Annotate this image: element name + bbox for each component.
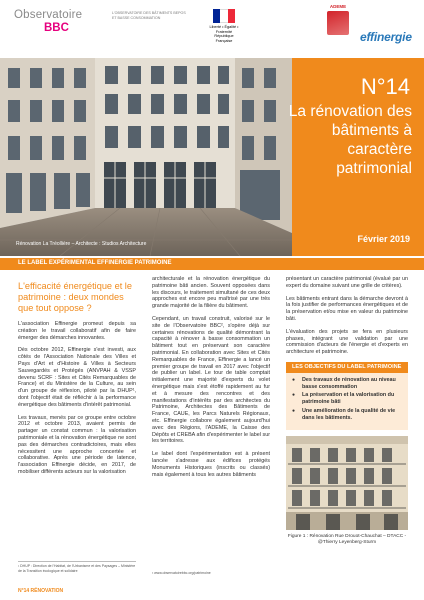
- rf-text: Liberté • Égalité • Fraternité République Française: [209, 25, 239, 43]
- footnote-url: ² www.observatoirebbc.org/patrimoine: [152, 571, 211, 575]
- objectives-list: [286, 373, 408, 422]
- page-header: [0, 0, 424, 58]
- effinergie-logo: effinergie: [360, 30, 412, 44]
- page-footer-label: N°14 RÉNOVATION: [18, 588, 64, 594]
- photo-caption: Rénovation La Tréollière – Architecte : Studios Architecture: [16, 241, 147, 247]
- paragraph: Le label dont l'expérimentation est à présent lancée s'adresse aux édifices protégés Monuments Historiques (inscrits ou classés) mais également à tous les autres bâtiments: [152, 451, 270, 478]
- french-flag-icon: [213, 9, 235, 23]
- article-title: L'efficacité énergétique et le patrimoine : deux mondes que tout oppose ?: [18, 281, 132, 313]
- column-3: [286, 276, 408, 546]
- ademe-text: ADEME: [329, 4, 347, 9]
- logo-bbc-text: BBC: [44, 22, 69, 34]
- column-2: [152, 276, 270, 484]
- objective-item: ● Une amélioration de la qualité de vie dans les bâtiments.: [292, 408, 404, 422]
- objective-item: ● Des travaux de rénovation au niveau basse consommation: [292, 377, 404, 391]
- paragraph: architecturale et la rénovation énergétique du patrimoine bâti ancien. Souvent opposées dans les discours, le traitement simultané de ces deux approches est encore peu maîtrisé par une très grande majorité de la filière du bâtiment.: [152, 276, 270, 310]
- issue-title: La rénovation des bâtiments à caractère patrimonial: [288, 103, 412, 177]
- building-courtyard-photo: [0, 58, 292, 256]
- column-1: [18, 281, 136, 482]
- section-band-label: LE LABEL EXPÉRIMENTAL EFFINERGIE PATRIMOINE: [18, 260, 172, 266]
- issue-number: N°14: [360, 74, 410, 99]
- paragraph: Dès octobre 2012, Effinergie s'est investi, aux côtés de l'Association Nationale des Villes et Pays d'Art et d'Histoire & Villes à Secteurs Sauvegardés et Protégés (ANVPAH & VSSP devenu SCRF : Sites et Cités Remarquables de France) et du Ministère de la Culture, au sein d'un groupe de réflexion, piloté par la DHUP¹, dont l'objectif était de réfléchir à la performance énergétique des bâtiments d'intérêt patrimonial.: [18, 347, 136, 408]
- facade-photo: [286, 436, 408, 530]
- figure-caption: Figure 1 : Rénovation Rue Drouot-Chauchat – DTACC - @Thierry Leyenberg-Sturm: [287, 534, 407, 546]
- hero-title-panel: [288, 58, 424, 256]
- logo-tagline: L'OBSERVATOIRE DES BÂTIMENTS BEPOS ET BASSE CONSOMMATION: [112, 11, 186, 20]
- objective-item: ● La préservation et la valorisation du patrimoine bâti: [292, 392, 404, 406]
- objectives-title: LES OBJECTIFS DU LABEL PATRIMOINE: [286, 362, 408, 373]
- paragraph: L'association Effinergie promeut depuis sa création le travail collaboratif afin de faire émerger des démarches innovantes.: [18, 321, 136, 341]
- issue-date: Février 2019: [357, 234, 410, 244]
- section-band: [0, 258, 424, 270]
- hero-section: [0, 58, 424, 256]
- footnote-dhup: ¹ DHUP : Direction de l'Habitat, de l'Urbanisme et des Paysages – Ministère de la Transition écologique et solidaire: [18, 561, 136, 573]
- ademe-emblem-icon: [327, 11, 349, 35]
- ademe-logo: [323, 4, 353, 35]
- paragraph: Cependant, un travail construit, valorisé sur le site de l'Observatoire BBC², s'opère déjà sur certaines rénovations de qualité démontrant la capacité à rénover à basse consommation un bâtiment tout en préservant son caractère patrimonial. En collaboration avec Sites et Cités Remarquables de France, Effinergie a lancé un premier groupe de travail en 2017 avec l'objectif de publier un label. Le tour de table comptait initialement une majorité d'experts du volet énergétique mais s'est étoffé rapidement au fur et à mesure des rencontres et des manifestations d'intérêts par des architectes du Patrimoine, Architectes des Bâtiments de France, CAUE, les Parcs Naturels Régionaux, etc. Effinergie collabore également aujourd'hui avec des Régions, l'ADEME, la Caisse des Dépôts et CREBA afin d'expérimenter le label sur les territoires.: [152, 315, 270, 445]
- paragraph: Les travaux, menés par ce groupe entre octobre 2012 et octobre 2013, avaient permis de partager un constat commun : la valorisation patrimoniale et la rénovation énergétique ne sont pas des démarches contradictoires, mais elles nécessitent une approche concertée et collaborative. Après une période de latence, l'association Effinergie décide, en 2017, de mobiliser différents acteurs sur la valorisation: [18, 414, 136, 475]
- republique-francaise-logo: [206, 9, 242, 43]
- paragraph: L'évaluation des projets se fera en plusieurs phases, intégrant une validation par une commission d'acteurs de l'énergie et d'experts en architecture et patrimoine.: [286, 328, 408, 356]
- paragraph: présentant un caractère patrimonial (évalué par un expert du domaine suivant une grille de critères).: [286, 276, 408, 289]
- objectives-box: [286, 362, 408, 430]
- observatoire-bbc-logo: [14, 9, 124, 34]
- logo-observatoire-text: Observatoire: [14, 9, 83, 21]
- paragraph: Les bâtiments entrant dans la démarche devront à la fois justifier de performances énergétiques et de la préservation et/ou mise en valeur du patrimoine bâti.: [286, 295, 408, 322]
